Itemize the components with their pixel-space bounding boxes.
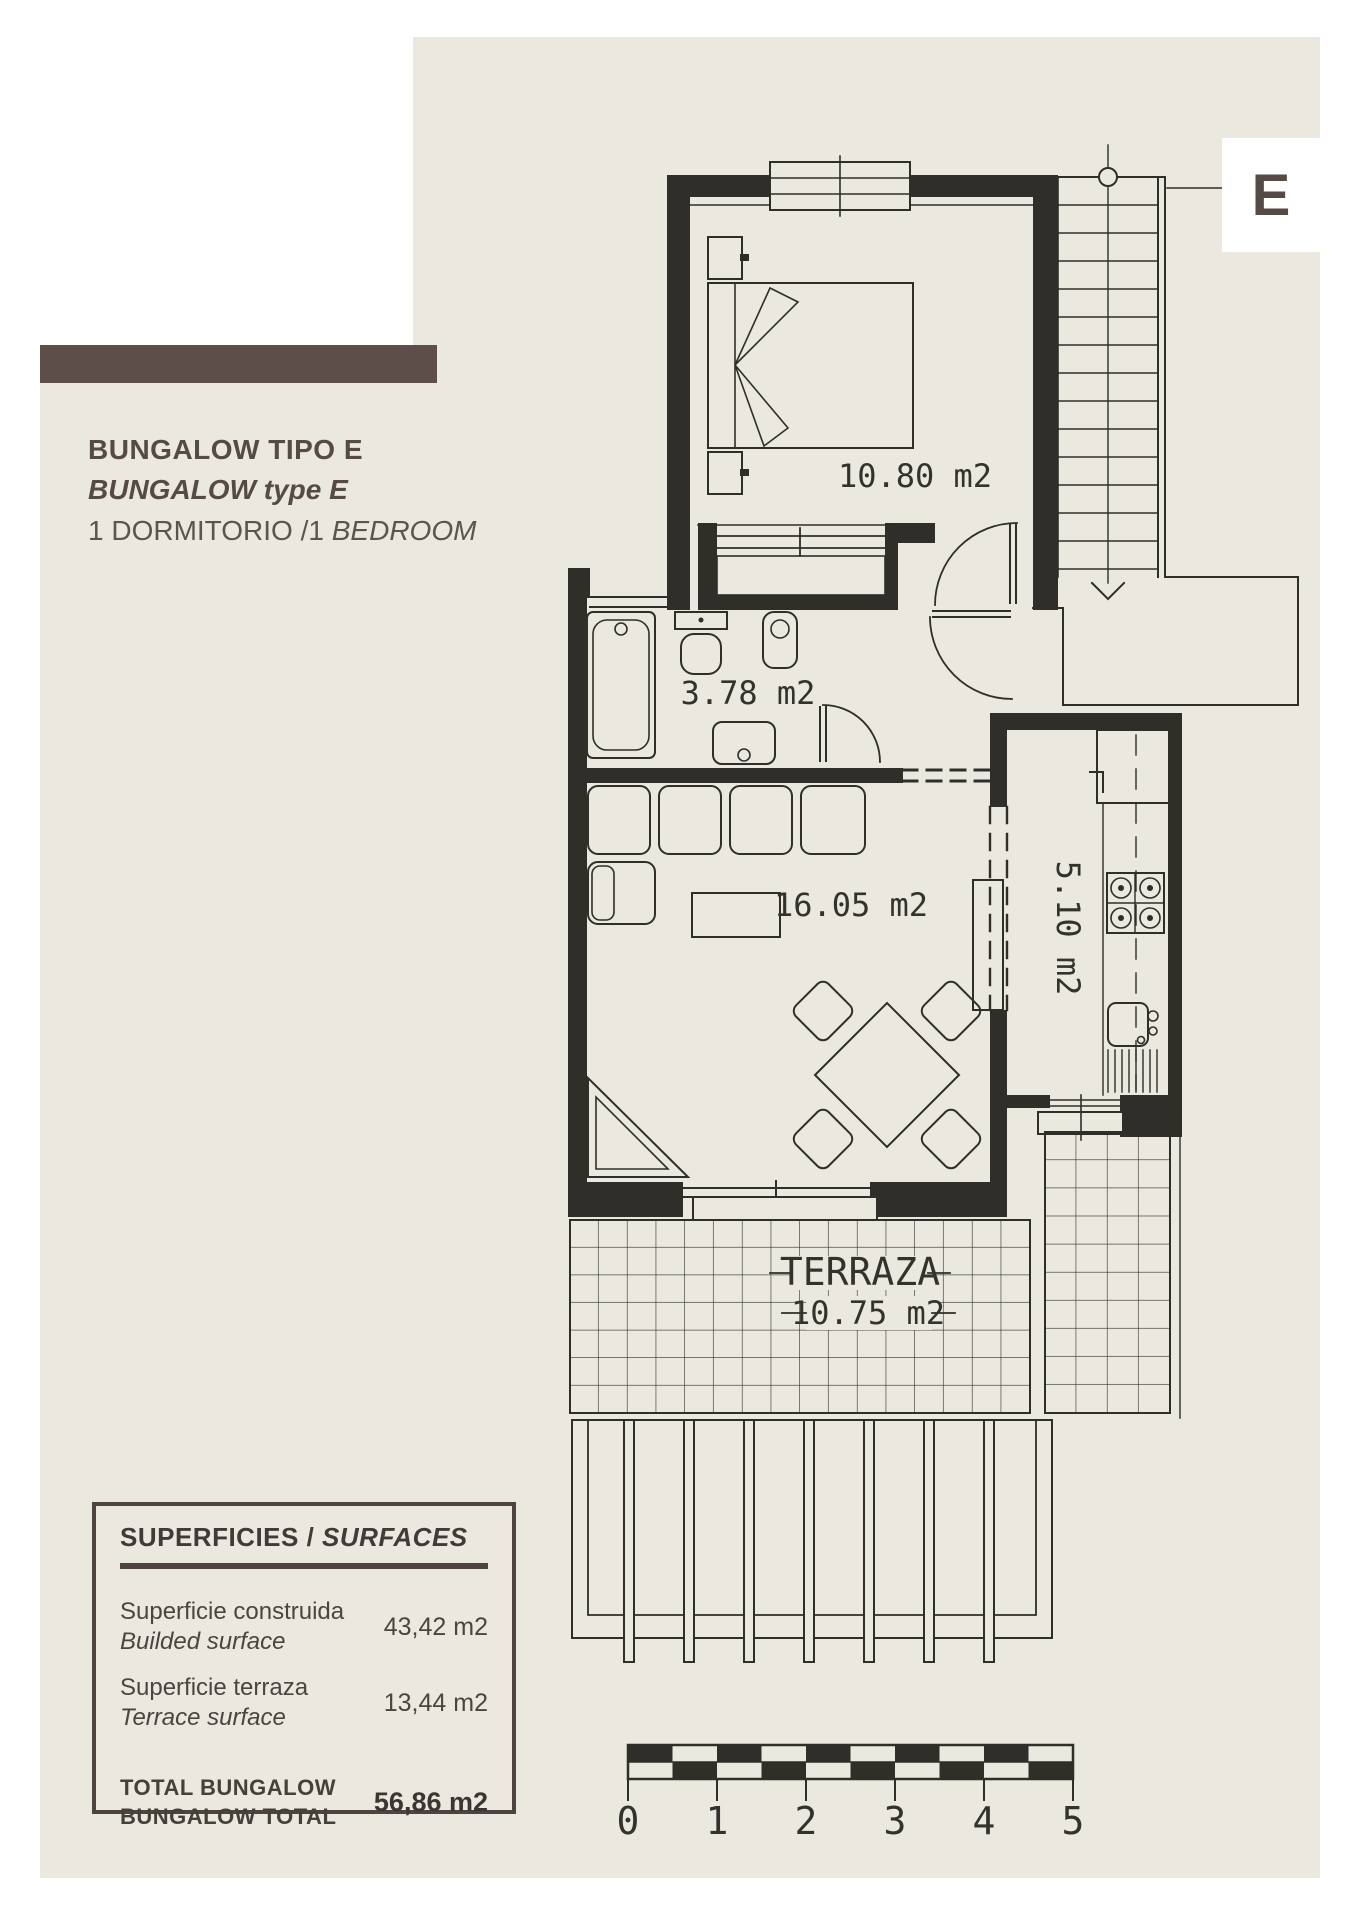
table-total-row [120,1773,488,1831]
living-area-label: 16.05 m2 [773,886,929,924]
table-row [120,1597,488,1657]
scale-label-1: 1 [705,1799,729,1843]
stair-datum-icon [1099,168,1117,186]
title-accent-bar [40,345,437,383]
title-line-es: BUNGALOW TIPO E [88,434,364,465]
title-line-rooms: 1 DORMITORIO /1 BEDROOM [88,515,477,546]
terrace-name-label: TERRAZA [779,1250,941,1294]
unit-type-badge [1222,138,1320,252]
terrace-area-label: 10.75 m2 [790,1294,946,1332]
total-label-line1: TOTAL BUNGALOW [120,1775,336,1800]
row-label-es: Superficie terraza [120,1674,309,1701]
scale-label-2: 2 [794,1799,818,1843]
total-value: 56,86 m2 [373,1786,488,1817]
side-terrace-grid [1045,1132,1170,1413]
unit-type-letter: E [1251,162,1291,228]
bedroom-area-label: 10.80 m2 [837,457,993,495]
scale-label-0: 0 [616,1799,640,1843]
row-label-en: Terrace surface [120,1704,286,1731]
scale-label-5: 5 [1061,1799,1085,1843]
surfaces-table [92,1502,516,1829]
bedroom-window [770,156,910,216]
row-label-es: Superficie construida [120,1598,345,1625]
row-value: 43,42 m2 [383,1612,488,1641]
kitchen-area-label: 5.10 m2 [1049,860,1087,996]
row-label-en: Builded surface [120,1628,286,1655]
table-row [120,1673,488,1733]
surfaces-table-header: SUPERFICIES / SURFACES [120,1522,488,1569]
title-line-en: BUNGALOW type E [88,474,348,505]
total-label-line2: BUNGALOW TOTAL [120,1804,337,1829]
scale-label-3: 3 [883,1799,907,1843]
title-block [88,430,476,552]
scale-label-4: 4 [972,1799,996,1843]
bathroom-area-label: 3.78 m2 [680,674,816,712]
row-value: 13,44 m2 [383,1688,488,1717]
